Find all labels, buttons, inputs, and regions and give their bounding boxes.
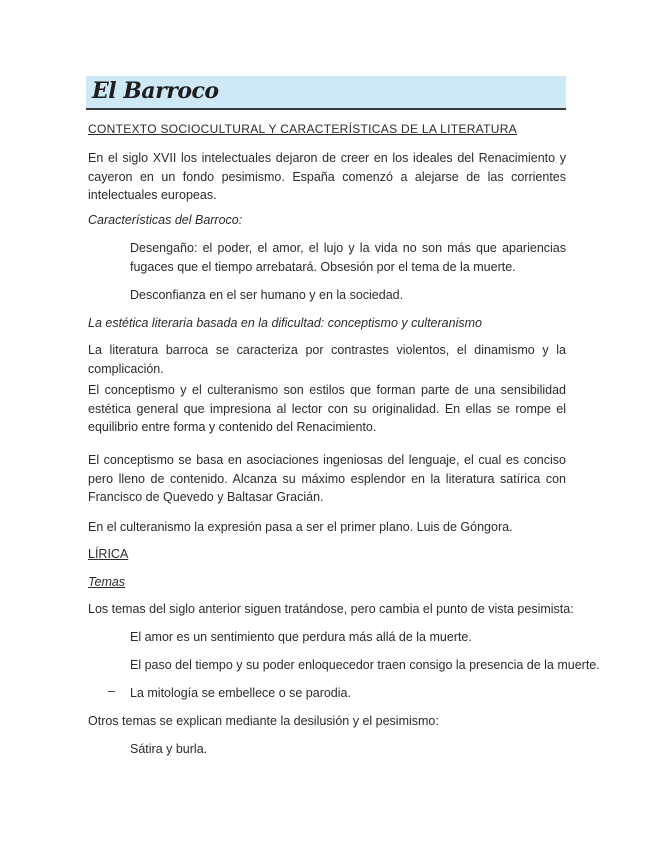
theme-item: El paso del tiempo y su poder enloquecedor traen consigo la presencia de la muerte. (130, 658, 600, 672)
intro-paragraph: En el siglo XVII los intelectuales dejaron de creer en los ideales del Renacimiento y cayeron en un fondo pesimismo. España comenzó a alejarse de las corrientes intelectuales europeas. (88, 151, 566, 202)
theme-item: El amor es un sentimiento que perdura más allá de la muerte. (130, 630, 472, 644)
page-title: El Barroco (92, 78, 219, 104)
section-heading-lirica: LÍRICA (88, 547, 129, 561)
body-paragraph: La literatura barroca se caracteriza por contrastes violentos, el dinamismo y la complicación. (88, 343, 566, 376)
characteristics-heading: Características del Barroco: (88, 213, 243, 227)
section-heading-context: CONTEXTO SOCIOCULTURAL Y CARACTERÍSTICAS DE LA LITERATURA (88, 122, 517, 136)
characteristic-item: Desengaño: el poder, el amor, el lujo y la vida no son más que apariencias fugaces que el tiempo arrebatará. Obsesión por el tema de la muerte. (130, 241, 566, 274)
bullet-dash-icon: – (108, 684, 115, 698)
other-themes-intro: Otros temas se explican mediante la desilusión y el pesimismo: (88, 714, 439, 728)
aesthetic-heading: La estética literaria basada en la dificultad: conceptismo y culteranismo (88, 316, 482, 330)
characteristic-item: Desconfianza en el ser humano y en la sociedad. (130, 288, 404, 302)
themes-intro: Los temas del siglo anterior siguen tratándose, pero cambia el punto de vista pesimista: (88, 602, 574, 616)
body-paragraph: En el culteranismo la expresión pasa a ser el primer plano. Luis de Góngora. (88, 520, 513, 534)
body-paragraph: El conceptismo y el culteranismo son estilos que forman parte de una sensibilidad estética general que impresiona al lector con su originalidad. En ellas se rompe el equilibrio entre forma y contenido del Renacimiento. (88, 383, 566, 434)
title-banner (86, 76, 566, 110)
body-paragraph: El conceptismo se basa en asociaciones ingeniosas del lenguaje, el cual es conciso pero lleno de contenido. Alcanza su máximo esplendor en la literatura satírica con Francisco de Quevedo y Baltasar Gracián. (88, 453, 566, 504)
theme-item: La mitología se embellece o se parodia. (130, 686, 351, 700)
themes-heading: Temas (88, 575, 126, 589)
other-theme-item: Sátira y burla. (130, 742, 208, 756)
